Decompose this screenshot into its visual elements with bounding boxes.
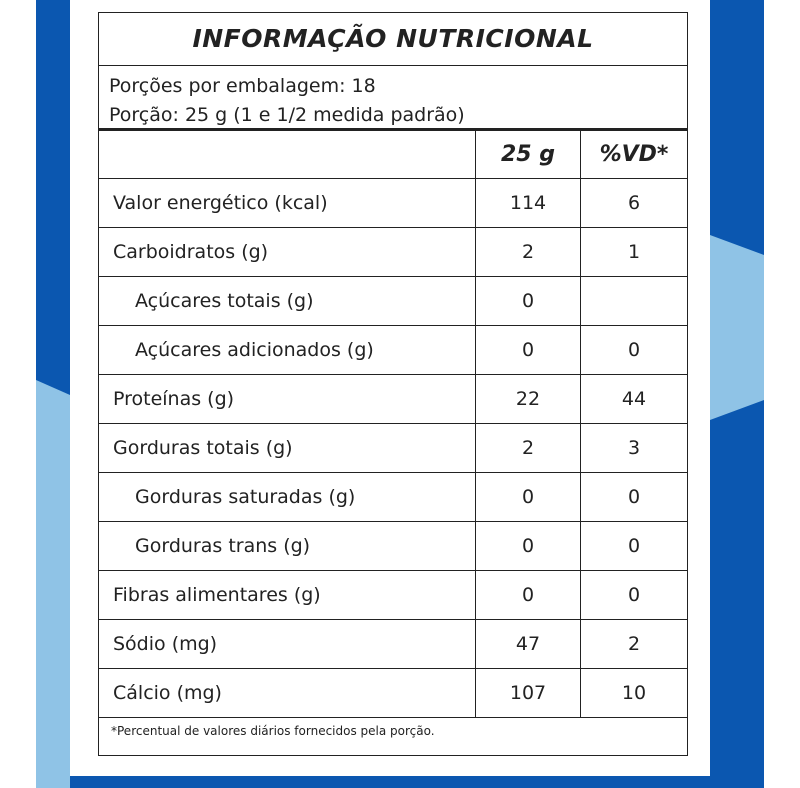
- header-dv: %VD*: [581, 131, 688, 179]
- nutrient-name: Cálcio (mg): [99, 669, 476, 718]
- nutrient-value: 0: [476, 473, 581, 522]
- footnote: *Percentual de valores diários fornecidos pela porção.: [111, 724, 435, 738]
- servings-per-package: Porções por embalagem: 18: [109, 75, 376, 97]
- nutrient-value: 2: [476, 424, 581, 473]
- nutrient-name: Fibras alimentares (g): [99, 571, 476, 620]
- table-row: [99, 620, 687, 669]
- nutrient-name: Gorduras saturadas (g): [99, 473, 476, 522]
- nutrient-name: Açúcares adicionados (g): [99, 326, 476, 375]
- table-row: [99, 228, 687, 277]
- nutrient-value: 114: [476, 179, 581, 228]
- table-row: [99, 326, 687, 375]
- nutrient-dv: 0: [581, 326, 688, 375]
- nutrient-name: Valor energético (kcal): [99, 179, 476, 228]
- nutrient-dv: 0: [581, 473, 688, 522]
- nutrient-value: 0: [476, 277, 581, 326]
- nutrient-dv: 6: [581, 179, 688, 228]
- nutrient-name: Gorduras totais (g): [99, 424, 476, 473]
- nutrient-value: 22: [476, 375, 581, 424]
- header-per-serving: 25 g: [476, 131, 581, 179]
- table-row: [99, 571, 687, 620]
- servings-info: [99, 66, 687, 131]
- nutrient-value: 107: [476, 669, 581, 718]
- table-row: [99, 179, 687, 228]
- table-row: [99, 277, 687, 326]
- nutrient-name: Gorduras trans (g): [99, 522, 476, 571]
- table-row: [99, 669, 687, 718]
- table-row: [99, 522, 687, 571]
- header-name: [99, 131, 476, 179]
- nutrient-dv: 1: [581, 228, 688, 277]
- nutrient-name: Carboidratos (g): [99, 228, 476, 277]
- nutrient-dv: 3: [581, 424, 688, 473]
- nutrient-dv: 0: [581, 571, 688, 620]
- table-header-row: [99, 131, 687, 179]
- nutrient-value: 0: [476, 571, 581, 620]
- nutrient-name: Açúcares totais (g): [99, 277, 476, 326]
- nutrient-name: Proteínas (g): [99, 375, 476, 424]
- nutrient-name: Sódio (mg): [99, 620, 476, 669]
- nutrient-dv: 44: [581, 375, 688, 424]
- light-blue-stripe-left: [36, 380, 70, 788]
- nutrient-value: 0: [476, 326, 581, 375]
- label-title: INFORMAÇÃO NUTRICIONAL: [99, 13, 687, 66]
- light-blue-stripe-right: [710, 235, 764, 420]
- nutrient-dv: 0: [581, 522, 688, 571]
- nutrient-value: 2: [476, 228, 581, 277]
- nutrient-dv: [581, 277, 688, 326]
- table-row: [99, 424, 687, 473]
- nutrition-facts-label: [98, 12, 688, 756]
- table-row: [99, 473, 687, 522]
- nutrition-table: [99, 131, 687, 718]
- serving-size: Porção: 25 g (1 e 1/2 medida padrão): [109, 104, 465, 126]
- nutrient-value: 47: [476, 620, 581, 669]
- table-row: [99, 375, 687, 424]
- nutrient-dv: 10: [581, 669, 688, 718]
- nutrient-dv: 2: [581, 620, 688, 669]
- nutrient-value: 0: [476, 522, 581, 571]
